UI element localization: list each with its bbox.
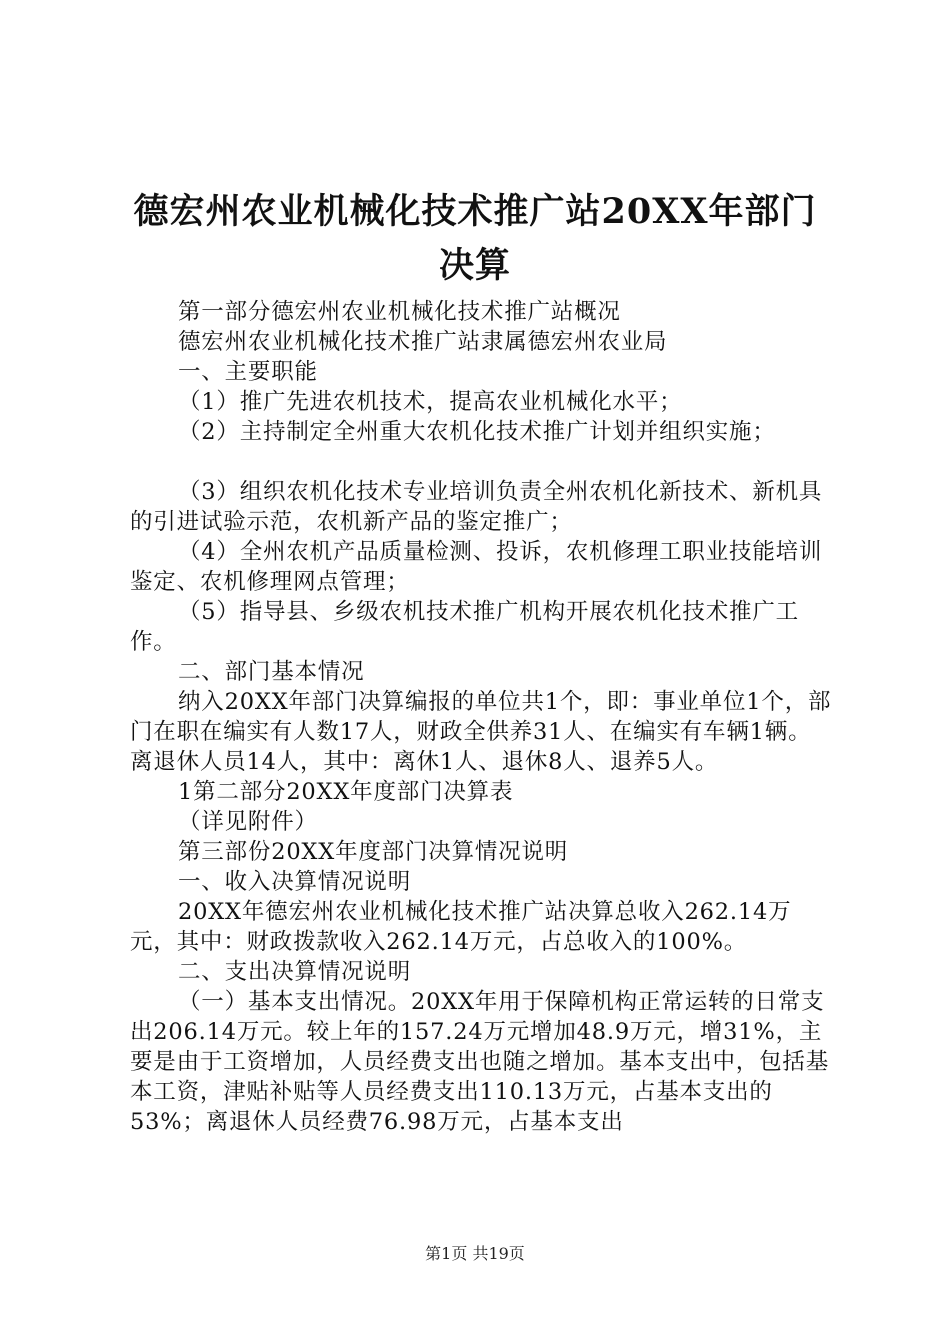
- paragraph-affiliation: 德宏州农业机械化技术推广站隶属德宏州农业局: [178, 329, 668, 355]
- section-heading-basic-info: 二、部门基本情况: [178, 659, 365, 685]
- section-heading-main-functions: 一、主要职能: [178, 359, 318, 385]
- blank-line: [130, 447, 832, 477]
- section-heading-part-two: 1第二部分20XX年度部门决算表: [178, 779, 514, 805]
- function-item-3: （3）组织农机化技术专业培训负责全州农机化新技术、新机具的引进试验示范，农机新产品的鉴定推广；: [130, 479, 823, 535]
- function-item-5: （5）指导县、乡级农机技术推广机构开展农机化技术推广工作。: [130, 599, 799, 655]
- document-body: [130, 297, 832, 1137]
- page-footer: 第1页 共19页: [425, 1244, 525, 1263]
- function-item-2: （2）主持制定全州重大农机化技术推广计划并组织实施；: [178, 419, 776, 445]
- section-heading-income: 一、收入决算情况说明: [178, 869, 412, 895]
- paragraph-income: 20XX年德宏州农业机械化技术推广站决算总收入262.14万元，其中：财政拨款收入262.14万元，占总收入的100%。: [130, 899, 792, 955]
- paragraph-basic-info: 纳入20XX年部门决算编报的单位共1个，即：事业单位1个，部门在职在编实有人数17人，财政全供养31人、在编实有车辆1辆。离退休人员14人，其中：离休1人、退休8人、退养5人。: [130, 689, 832, 775]
- document-title: 德宏州农业机械化技术推广站20XX年部门决算: [133, 191, 817, 286]
- function-item-1: （1）推广先进农机技术，提高农业机械化水平；: [178, 389, 683, 415]
- section-heading-part-three: 第三部份20XX年度部门决算情况说明: [178, 839, 569, 865]
- paragraph-see-attachment: （详见附件）: [178, 809, 318, 835]
- function-item-4: （4）全州农机产品质量检测、投诉，农机修理工职业技能培训鉴定、农机修理网点管理；: [130, 539, 823, 595]
- section-heading-expenditure: 二、支出决算情况说明: [178, 959, 412, 985]
- section-heading-part-one: 第一部分德宏州农业机械化技术推广站概况: [178, 299, 621, 325]
- paragraph-basic-expenditure: （一）基本支出情况。20XX年用于保障机构正常运转的日常支出206.14万元。较上年的157.24万元增加48.9万元，增31%，主要是由于工资增加，人员经费支出也随之增加。基本支出中，包括基本工资，津贴补贴等人员经费支出110.13万元，占基本支出的53%；离退休人员经费76.98万元，占基本支出: [130, 989, 830, 1135]
